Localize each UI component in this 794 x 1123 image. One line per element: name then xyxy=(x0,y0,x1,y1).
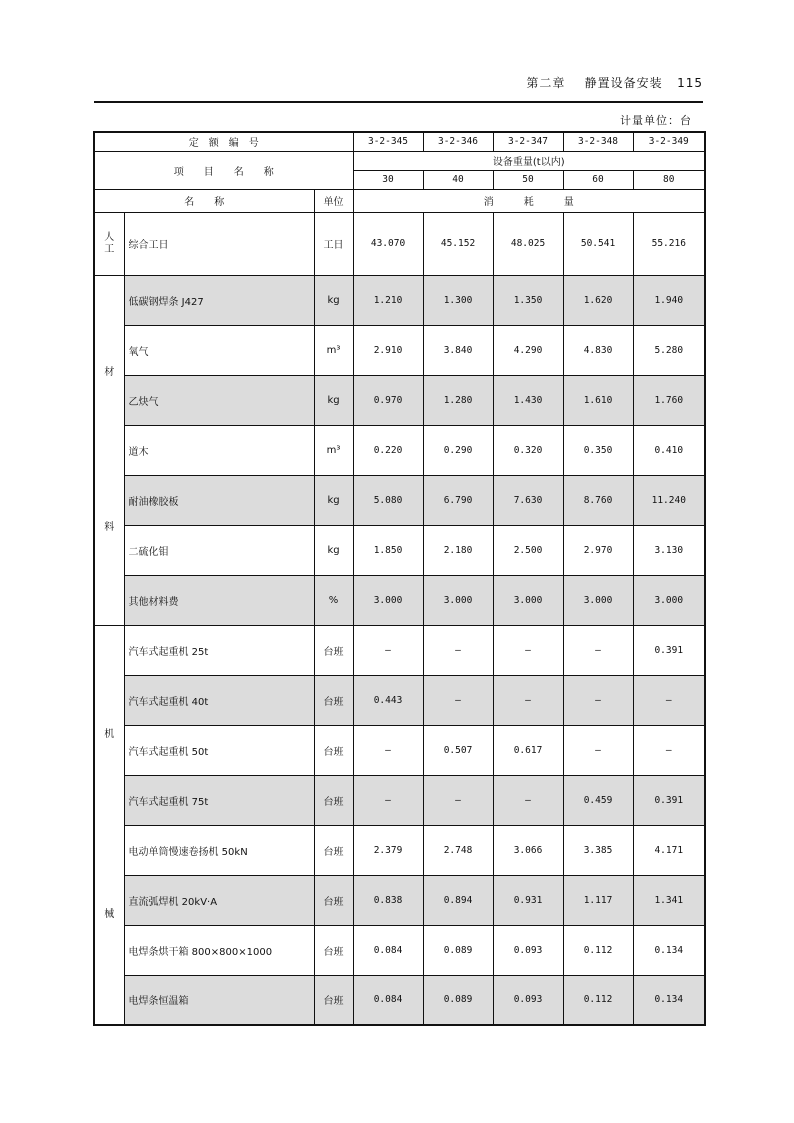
consumption-value: 2.500 xyxy=(493,525,563,575)
resource-unit: % xyxy=(314,575,353,625)
consumption-value: 1.280 xyxy=(423,375,493,425)
consumption-value: 45.152 xyxy=(423,212,493,275)
category-char: 工 xyxy=(104,243,115,255)
measurement-unit: 计量单位：台 xyxy=(620,114,692,127)
consumption-value: 0.220 xyxy=(353,425,423,475)
consumption-value: 48.025 xyxy=(493,212,563,275)
consumption-value: 0.134 xyxy=(633,925,705,975)
consumption-value: 1.620 xyxy=(563,275,633,325)
quota-code: 3-2-349 xyxy=(633,132,705,151)
consumption-value: 0.410 xyxy=(633,425,705,475)
category-char: 械 xyxy=(104,908,115,920)
consumption-value: 0.507 xyxy=(423,725,493,775)
resource-unit: kg xyxy=(314,525,353,575)
quota-code: 3-2-345 xyxy=(353,132,423,151)
consumption-value: 5.280 xyxy=(633,325,705,375)
consumption-value: 0.089 xyxy=(423,925,493,975)
consumption-value: 1.210 xyxy=(353,275,423,325)
consumption-value: 11.240 xyxy=(633,475,705,525)
category-cell-labor xyxy=(94,212,124,275)
resource-unit: 台班 xyxy=(314,925,353,975)
consumption-value: — xyxy=(633,675,705,725)
resource-name: 乙炔气 xyxy=(124,375,314,425)
table-row xyxy=(94,675,705,725)
consumption-value: 3.000 xyxy=(563,575,633,625)
consumption-value: 4.830 xyxy=(563,325,633,375)
consumption-value: 6.790 xyxy=(423,475,493,525)
section-title: 静置设备安装 xyxy=(584,76,663,90)
consumption-value: 0.970 xyxy=(353,375,423,425)
consumption-value: 0.391 xyxy=(633,775,705,825)
weight-value: 80 xyxy=(633,170,705,189)
resource-unit: 台班 xyxy=(314,775,353,825)
consumption-value: 0.084 xyxy=(353,925,423,975)
consumption-value: 5.080 xyxy=(353,475,423,525)
consumption-value: 0.617 xyxy=(493,725,563,775)
consumption-label: 消 耗 量 xyxy=(353,189,705,212)
consumption-value: 50.541 xyxy=(563,212,633,275)
consumption-value: 8.760 xyxy=(563,475,633,525)
consumption-value: 1.610 xyxy=(563,375,633,425)
resource-unit: kg xyxy=(314,475,353,525)
weight-value: 40 xyxy=(423,170,493,189)
resource-unit: kg xyxy=(314,275,353,325)
resource-name: 低碳钢焊条 J427 xyxy=(124,275,314,325)
consumption-value: 3.000 xyxy=(633,575,705,625)
resource-name: 道木 xyxy=(124,425,314,475)
table-row xyxy=(94,925,705,975)
weight-group-row xyxy=(94,151,705,170)
consumption-value: 0.112 xyxy=(563,925,633,975)
category-cell-materials xyxy=(94,275,124,625)
category-char: 机 xyxy=(104,728,115,740)
category-char: 料 xyxy=(104,521,115,533)
consumption-value: — xyxy=(423,775,493,825)
table-row xyxy=(94,375,705,425)
consumption-value: 0.931 xyxy=(493,875,563,925)
consumption-value: 4.171 xyxy=(633,825,705,875)
quota-code: 3-2-346 xyxy=(423,132,493,151)
quota-code: 3-2-348 xyxy=(563,132,633,151)
consumption-value: 2.910 xyxy=(353,325,423,375)
consumption-value: 1.430 xyxy=(493,375,563,425)
resource-name: 汽车式起重机 50t xyxy=(124,725,314,775)
consumption-value: — xyxy=(563,625,633,675)
page-number: 115 xyxy=(677,76,703,90)
resource-name: 电焊条恒温箱 xyxy=(124,975,314,1025)
consumption-value: 0.089 xyxy=(423,975,493,1025)
consumption-value: 0.838 xyxy=(353,875,423,925)
weight-value: 60 xyxy=(563,170,633,189)
resource-unit: 台班 xyxy=(314,625,353,675)
table-row xyxy=(94,775,705,825)
consumption-value: 55.216 xyxy=(633,212,705,275)
resource-name: 汽车式起重机 75t xyxy=(124,775,314,825)
header-rule xyxy=(94,101,703,103)
resource-name: 氧气 xyxy=(124,325,314,375)
consumption-value: 0.459 xyxy=(563,775,633,825)
resource-name: 直流弧焊机 20kV·A xyxy=(124,875,314,925)
resource-unit: m³ xyxy=(314,425,353,475)
consumption-value: 1.350 xyxy=(493,275,563,325)
consumption-value: 1.117 xyxy=(563,875,633,925)
consumption-value: 43.070 xyxy=(353,212,423,275)
consumption-value: 3.130 xyxy=(633,525,705,575)
consumption-value: 1.341 xyxy=(633,875,705,925)
consumption-value: — xyxy=(563,725,633,775)
table-row xyxy=(94,725,705,775)
consumption-value: 0.443 xyxy=(353,675,423,725)
category-char: 人 xyxy=(104,231,115,243)
consumption-value: 0.093 xyxy=(493,925,563,975)
item-name-label: 项 目 名 称 xyxy=(94,151,353,189)
table-row xyxy=(94,825,705,875)
quota-table xyxy=(93,131,706,1026)
unit-col-label: 单位 xyxy=(314,189,353,212)
resource-name: 电动单筒慢速卷扬机 50kN xyxy=(124,825,314,875)
consumption-value: 1.850 xyxy=(353,525,423,575)
resource-unit: m³ xyxy=(314,325,353,375)
consumption-value: 4.290 xyxy=(493,325,563,375)
resource-name: 二硫化钼 xyxy=(124,525,314,575)
resource-name: 汽车式起重机 25t xyxy=(124,625,314,675)
weight-value: 30 xyxy=(353,170,423,189)
name-col-label: 名 称 xyxy=(94,189,314,212)
consumption-value: 0.350 xyxy=(563,425,633,475)
resource-name: 电焊条烘干箱 800×800×1000 xyxy=(124,925,314,975)
category-char: 材 xyxy=(104,366,115,378)
consumption-value: 0.290 xyxy=(423,425,493,475)
table-row xyxy=(94,325,705,375)
quota-code-row xyxy=(94,132,705,151)
consumption-value: 0.112 xyxy=(563,975,633,1025)
consumption-value: 3.385 xyxy=(563,825,633,875)
consumption-value: — xyxy=(423,625,493,675)
consumption-value: 2.748 xyxy=(423,825,493,875)
quota-code: 3-2-347 xyxy=(493,132,563,151)
consumption-value: 2.379 xyxy=(353,825,423,875)
category-cell-machinery xyxy=(94,625,124,1025)
consumption-value: 7.630 xyxy=(493,475,563,525)
consumption-value: 0.134 xyxy=(633,975,705,1025)
table-row xyxy=(94,625,705,675)
consumption-value: 1.300 xyxy=(423,275,493,325)
consumption-value: 2.970 xyxy=(563,525,633,575)
table-row xyxy=(94,275,705,325)
consumption-value: — xyxy=(353,775,423,825)
consumption-value: — xyxy=(493,675,563,725)
consumption-value: 2.180 xyxy=(423,525,493,575)
consumption-value: 3.000 xyxy=(353,575,423,625)
resource-unit: 台班 xyxy=(314,725,353,775)
page-header xyxy=(94,74,703,102)
quota-code-label: 定 额 编 号 xyxy=(94,132,353,151)
resource-unit: kg xyxy=(314,375,353,425)
consumption-value: — xyxy=(563,675,633,725)
resource-name: 汽车式起重机 40t xyxy=(124,675,314,725)
consumption-value: 1.760 xyxy=(633,375,705,425)
consumption-value: — xyxy=(493,775,563,825)
table-row xyxy=(94,475,705,525)
consumption-value: — xyxy=(493,625,563,675)
chapter-label: 第二章 xyxy=(526,76,566,90)
resource-unit: 台班 xyxy=(314,975,353,1025)
resource-name: 其他材料费 xyxy=(124,575,314,625)
consumption-value: 0.894 xyxy=(423,875,493,925)
table-row xyxy=(94,525,705,575)
consumption-value: — xyxy=(353,725,423,775)
resource-unit: 台班 xyxy=(314,675,353,725)
consumption-value: — xyxy=(633,725,705,775)
consumption-value: 0.093 xyxy=(493,975,563,1025)
weight-value: 50 xyxy=(493,170,563,189)
table-row xyxy=(94,975,705,1025)
table-row xyxy=(94,875,705,925)
column-header-row xyxy=(94,189,705,212)
resource-name: 耐油橡胶板 xyxy=(124,475,314,525)
consumption-value: 3.000 xyxy=(493,575,563,625)
resource-unit: 工日 xyxy=(314,212,353,275)
resource-unit: 台班 xyxy=(314,825,353,875)
resource-unit: 台班 xyxy=(314,875,353,925)
weight-group-label: 设备重量(t以内) xyxy=(353,151,705,170)
table-row xyxy=(94,575,705,625)
resource-name: 综合工日 xyxy=(124,212,314,275)
table-row xyxy=(94,212,705,275)
consumption-value: 1.940 xyxy=(633,275,705,325)
table-row xyxy=(94,425,705,475)
consumption-value: 3.000 xyxy=(423,575,493,625)
consumption-value: — xyxy=(353,625,423,675)
consumption-value: 0.320 xyxy=(493,425,563,475)
consumption-value: 3.066 xyxy=(493,825,563,875)
consumption-value: 0.084 xyxy=(353,975,423,1025)
consumption-value: 3.840 xyxy=(423,325,493,375)
consumption-value: 0.391 xyxy=(633,625,705,675)
consumption-value: — xyxy=(423,675,493,725)
